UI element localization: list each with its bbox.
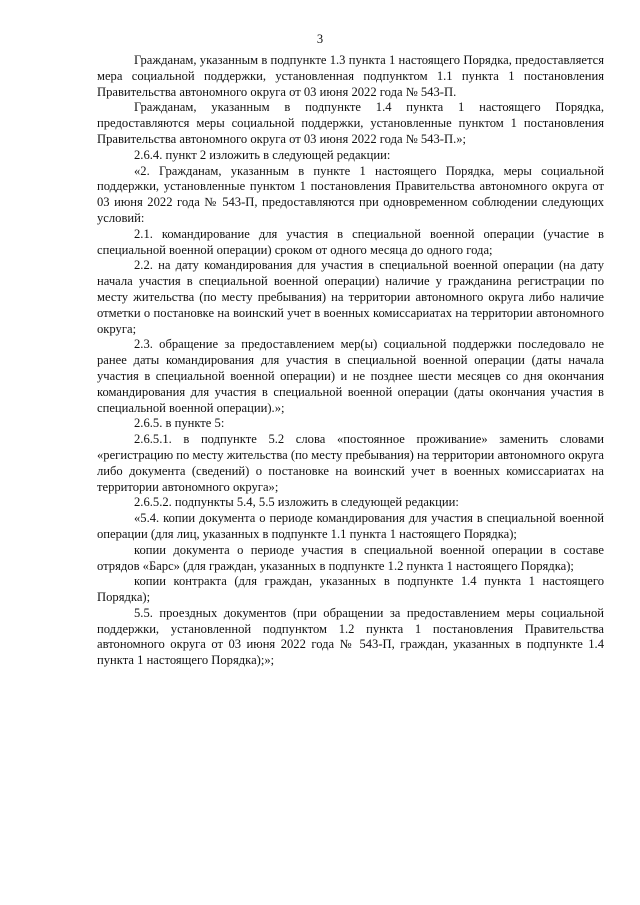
paragraph-condition-2-1: 2.1. командирование для участия в специальной военной операции (участие в специальной военной операции) сроком от одного месяца до одного года; bbox=[97, 226, 604, 257]
paragraph-point-2: «2. Гражданам, указанным в пункте 1 настоящего Порядка, меры социальной поддержки, установленные пунктом 1 постановления Правительства автономного округа от 03 июня 2022 года № 543-П, предоставляются при одновременном соблюдении следующих условий: bbox=[97, 163, 604, 225]
paragraph-5-4: «5.4. копии документа о периоде командирования для участия в специальной военной операции (для лиц, указанных в подпункте 1.1 пункта 1 настоящего Порядка); bbox=[97, 511, 604, 541]
paragraph-2-6-4: 2.6.4. пункт 2 изложить в следующей редакции: bbox=[134, 147, 391, 162]
paragraph-2-6-5-1: 2.6.5.1. в подпункте 5.2 слова «постоянное проживание» заменить словами «регистрацию по месту жительства (по месту пребывания) на территории автономного округа либо документа (сведений) о постановке на воинский учет в военных комиссариатах на территории автономного округа»; bbox=[97, 432, 604, 494]
paragraph-condition-2-3: 2.3. обращение за предоставлением мер(ы) социальной поддержки последовало не ранее даты командирования для участия в специальной военной операции (даты начала участия в специальной военной операции) и не позднее шести месяцев со дня окончания командирования для участия в специальной военной операции (даты окончания участия в специальной военной операции).»; bbox=[97, 337, 604, 415]
page-number: 3 bbox=[316, 32, 324, 46]
paragraph-bars-documents: копии документа о периоде участия в специальной военной операции в составе отрядов «Барс» (для граждан, указанных в подпункте 1.2 пункта 1 настоящего Порядка); bbox=[97, 542, 604, 573]
paragraph-2-6-5-2: 2.6.5.2. подпункты 5.4, 5.5 изложить в следующей редакции: bbox=[134, 495, 459, 510]
paragraph-citizens-1-4: Гражданам, указанным в подпункте 1.4 пункта 1 настоящего Порядка, предоставляются меры социальной поддержки, установленные пунктом 1 постановления Правительства автономного округа от 03 июня 2022 года № 543-П.»; bbox=[97, 100, 604, 146]
paragraph-2-6-5: 2.6.5. в пункте 5: bbox=[134, 416, 225, 431]
paragraph-condition-2-2: 2.2. на дату командирования для участия в специальной военной операции (на дату начала участия в специальной военной операции) наличие у гражданина регистрации по месту жительства (по месту пребывания) на территории автономного округа либо наличие отметки о постановке на воинский учет в военных комиссариатах на территории автономного округа; bbox=[97, 258, 604, 336]
document-body bbox=[97, 53, 604, 669]
paragraph-5-5: 5.5. проездных документов (при обращении за предоставлением меры социальной поддержки, установленной подпунктом 1.2 пункта 1 постановления Правительства автономного округа от 03 июня 2022 года № 543-П, граждан, указанных в подпункте 1.4 пункта 1 настоящего Порядка);»; bbox=[97, 605, 604, 668]
paragraph-contract-copies: копии контракта (для граждан, указанных в подпункте 1.4 пункта 1 настоящего Порядка); bbox=[97, 574, 604, 605]
paragraph-citizens-1-3: Гражданам, указанным в подпункте 1.3 пункта 1 настоящего Порядка, предоставляется мера социальной поддержки, установленная подпунктом 1.1 пункта 1 постановления Правительства автономного округа от 03 июня 2022 года № 543-П. bbox=[97, 53, 604, 99]
